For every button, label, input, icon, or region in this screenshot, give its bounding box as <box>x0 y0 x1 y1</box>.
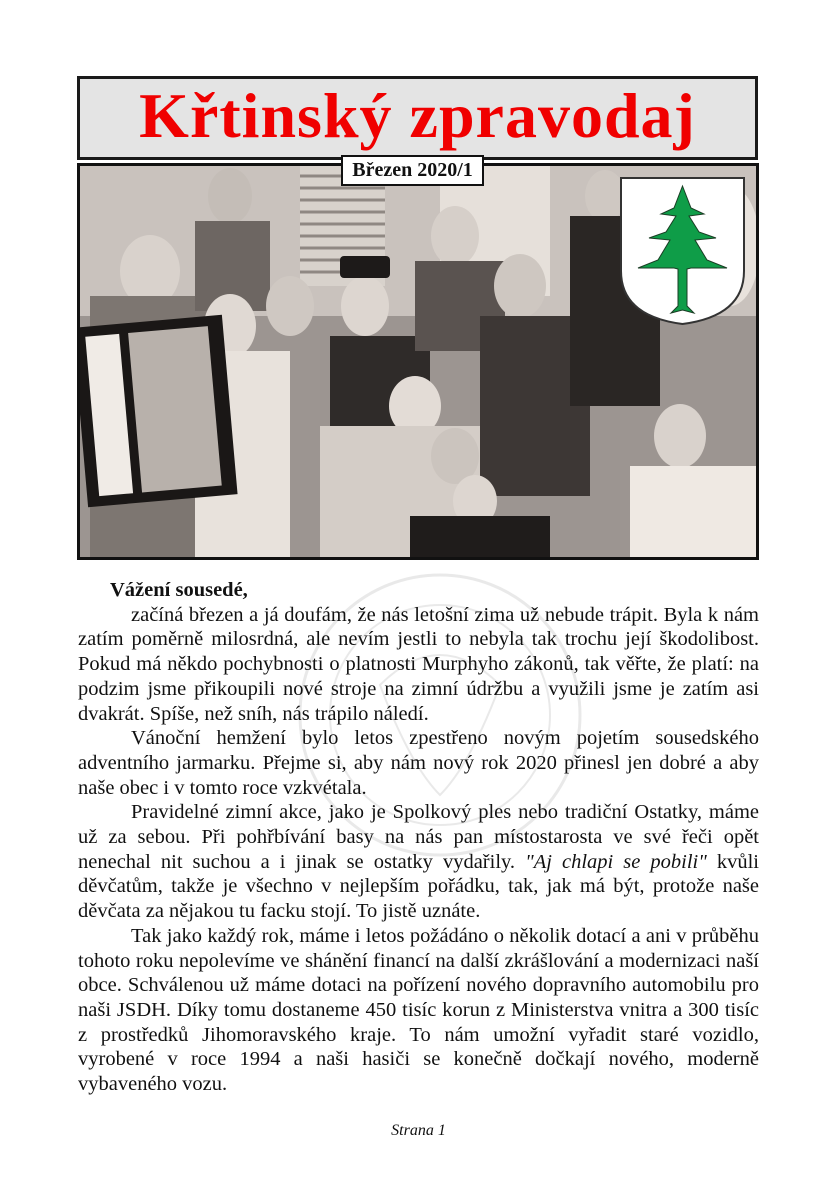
accordion <box>80 315 238 507</box>
article-paragraph: Vánoční hemžení bylo letos zpestřeno novým pojetím sousedského adventního jarmarku. Přejme si, aby nám nový rok 2020 přinesl jen dobré a aby naše obec i v tomto roce vzkvétala. <box>78 727 759 799</box>
masthead-title: Křtinský zpravodaj <box>139 80 696 151</box>
paragraph-text-before: Pravidelné zimní akce, jako je Spolkový ples nebo tradiční Ostatky, máme už za sebou. Při pohřbívání basy na nás pan místostarosta ve své řeči opět nenechal nit suchou a i jinak se ostatky vydařily. <box>78 801 759 873</box>
article-paragraph: začíná březen a já doufám, že nás letošní zima už nebude trápit. Byla k nám zatím poměrně milosrdná, ale nevím jestli to nebyla tak trochu její škodolibost. Pokud má někdo pochybnosti o platnosti Murphyho zákonů, tak věřte, že platí: na podzim jsme přikoupili nové stroje na zimní údržbu a využili jsme je zatím asi dvakrát. Spíše, než sníh, nás trápilo náledí. <box>78 603 759 725</box>
page-number: Strana 1 <box>391 1122 446 1139</box>
article-paragraph: Tak jako každý rok, máme i letos požádáno o několik dotací a ani v průběhu tohoto roku nepolevíme ve shánění financí na další zkrášlování a modernizaci naší obce. Schválenou už máme dotaci na pořízení nového dopravního automobilu pro naši JSDH. Díky tomu dostaneme 450 tisíc korun z Ministerstva vnitra a 300 tisíc z prostředků Jihomoravského kraje. To nám umožní vyřadit staré vozidlo, vyrobené v roce 1994 a naši hasiči se konečně dočkají nového, moderně vybaveného vozu. <box>78 924 759 1096</box>
spruce-tree-shield-icon <box>619 176 746 326</box>
paragraph-text-after: kvůli děvčatům, takže je všechno v nejlepším pořádku, tak, jak má být, protože naše děvčata za nějakou tu facku stojí. To jistě uznáte. <box>78 850 760 923</box>
article-greeting: Vážení sousedé, <box>110 579 248 601</box>
masthead-box <box>77 76 758 160</box>
editorial-article <box>78 578 759 1097</box>
article-paragraph <box>78 800 759 924</box>
issue-label: Březen 2020/1 <box>341 155 484 186</box>
quoted-phrase: "Aj chlapi se pobili" <box>525 850 707 873</box>
